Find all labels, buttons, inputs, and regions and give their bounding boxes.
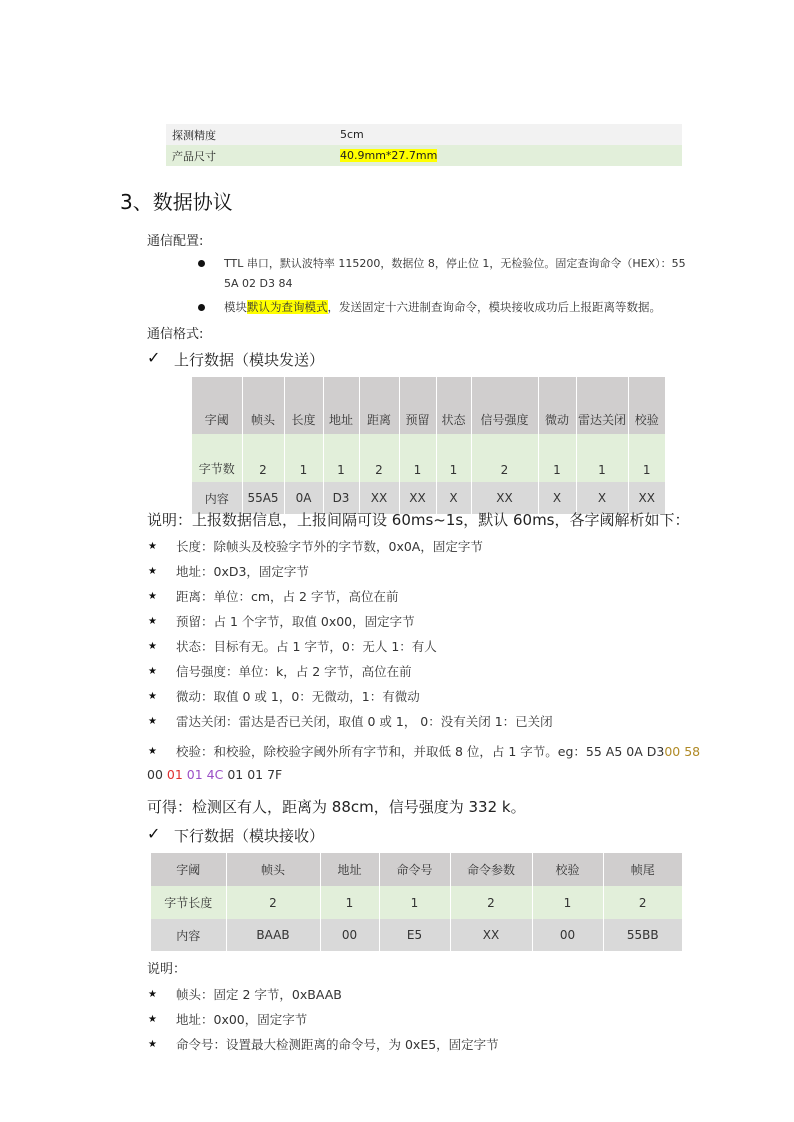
table-header-row — [151, 853, 682, 886]
table-cell: 状态 — [436, 377, 471, 434]
checksum-item — [176, 742, 700, 760]
section-title: 3、数据协议 — [120, 190, 233, 214]
table-cell: 2 — [471, 434, 538, 482]
table-cell: 帧头 — [226, 853, 320, 886]
checksum-text: 校验：和校验，除校验字阈外所有字节和，并取低 8 位，占 1 字节。eg：55 A5 0A D3 — [176, 744, 665, 759]
table-cell: 预留 — [399, 377, 436, 434]
checksum-example-line — [147, 767, 282, 782]
bullet-2-pre: 模块 — [224, 300, 247, 314]
table-cell: D3 — [323, 482, 359, 514]
star-icon: ★ — [148, 716, 157, 727]
list-item: 地址：0xD3，固定字节 — [176, 564, 309, 579]
uplink-description: 说明：上报数据信息，上报间隔可设 60ms~1s，默认 60ms，各字阈解析如下： — [147, 511, 690, 529]
table-cell: 字阈 — [151, 853, 226, 886]
star-icon: ★ — [148, 566, 157, 577]
star-icon: ★ — [148, 666, 157, 677]
table-cell: 2 — [450, 886, 532, 919]
table-cell: 内容 — [151, 919, 226, 951]
table-cell: XX — [450, 919, 532, 951]
list-item: 微动：取值 0 或 1，0：无微动，1：有微动 — [176, 689, 420, 704]
spec-value — [334, 145, 682, 166]
checksum-gold: 00 58 — [664, 744, 701, 759]
table-cell: 信号强度 — [471, 377, 538, 434]
table-cell: 内容 — [192, 482, 242, 514]
star-icon: ★ — [148, 1014, 157, 1025]
example-red: 01 — [166, 767, 183, 782]
table-cell: 2 — [226, 886, 320, 919]
check-icon: ✓ — [147, 348, 161, 367]
downlink-title: 下行数据（模块接收） — [174, 827, 325, 845]
table-cell: 55BB — [603, 919, 682, 951]
star-icon: ★ — [148, 616, 157, 627]
spec-row — [166, 145, 682, 166]
table-row — [151, 919, 682, 951]
table-cell: 长度 — [284, 377, 323, 434]
bullet-icon — [198, 260, 205, 267]
spec-label: 探测精度 — [166, 124, 334, 145]
bullet-2-highlight: 默认为查询模式 — [247, 300, 328, 314]
table-cell: XX — [471, 482, 538, 514]
table-cell: 字阈 — [192, 377, 242, 434]
table-row — [151, 886, 682, 919]
comm-format-heading: 通信格式: — [147, 327, 204, 342]
list-item: 帧头：固定 2 字节，0xBAAB — [176, 987, 342, 1002]
example-start: 00 — [147, 767, 163, 782]
example-purple: 01 4C — [186, 767, 224, 782]
star-icon: ★ — [148, 541, 157, 552]
list-item: 距离：单位：cm，占 2 字节，高位在前 — [176, 589, 399, 604]
table-cell: 命令号 — [379, 853, 450, 886]
star-icon: ★ — [148, 1039, 157, 1050]
table-cell: E5 — [379, 919, 450, 951]
table-cell: 1 — [379, 886, 450, 919]
spec-value-highlight: 40.9mm*27.7mm — [340, 149, 438, 162]
star-icon: ★ — [148, 989, 157, 1000]
table-cell: 0A — [284, 482, 323, 514]
star-icon: ★ — [148, 691, 157, 702]
table-cell: 距离 — [359, 377, 399, 434]
table-cell: 字节长度 — [151, 886, 226, 919]
table-cell: 帧头 — [242, 377, 284, 434]
spec-value: 5cm — [334, 124, 682, 145]
star-icon: ★ — [148, 746, 157, 757]
table-cell: 1 — [538, 434, 576, 482]
list-item: 预留：占 1 个字节，取值 0x00，固定字节 — [176, 614, 415, 629]
example-end: 01 01 7F — [227, 767, 283, 782]
table-cell: 微动 — [538, 377, 576, 434]
table-cell: 校验 — [628, 377, 665, 434]
table-cell: 1 — [323, 434, 359, 482]
table-cell: 1 — [320, 886, 379, 919]
table-cell: 1 — [532, 886, 603, 919]
star-icon: ★ — [148, 641, 157, 652]
bullet-1-line-1: TTL 串口，默认波特率 115200，数据位 8，停止位 1，无检验位。固定查询命令（HEX）：55 — [224, 257, 686, 270]
table-cell: 帧尾 — [603, 853, 682, 886]
list-item: 信号强度：单位：k，占 2 字节，高位在前 — [176, 664, 412, 679]
uplink-table — [192, 377, 665, 514]
table-cell: X — [576, 482, 628, 514]
downlink-description: 说明： — [147, 962, 187, 977]
bullet-1-line-2: 5A 02 D3 84 — [224, 277, 293, 290]
list-item: 地址：0x00，固定字节 — [176, 1012, 308, 1027]
star-icon: ★ — [148, 591, 157, 602]
uplink-title: 上行数据（模块发送） — [174, 351, 325, 369]
table-row — [192, 434, 665, 482]
table-cell: 2 — [359, 434, 399, 482]
table-cell: 1 — [399, 434, 436, 482]
bullet-icon — [198, 304, 205, 311]
table-cell: 命令参数 — [450, 853, 532, 886]
comm-config-bullet-2 — [224, 297, 661, 317]
comm-config-bullet-1 — [224, 254, 724, 294]
table-cell: 字节数 — [192, 434, 242, 482]
table-cell: XX — [628, 482, 665, 514]
spec-table — [166, 124, 682, 166]
table-cell: 55A5 — [242, 482, 284, 514]
table-cell: 1 — [628, 434, 665, 482]
table-cell: 地址 — [320, 853, 379, 886]
comm-config-heading: 通信配置: — [147, 234, 204, 249]
table-cell: 1 — [576, 434, 628, 482]
list-item: 雷达关闭：雷达是否已关闭，取值 0 或 1， 0：没有关闭 1：已关闭 — [176, 714, 553, 729]
table-header-row — [192, 377, 665, 434]
check-icon: ✓ — [147, 824, 161, 843]
table-cell: 2 — [242, 434, 284, 482]
downlink-table — [151, 853, 682, 951]
list-item: 长度：除帧头及校验字节外的字节数，0x0A，固定字节 — [176, 539, 483, 554]
spec-label: 产品尺寸 — [166, 145, 334, 166]
table-cell: 雷达关闭 — [576, 377, 628, 434]
table-cell: 00 — [320, 919, 379, 951]
table-cell: X — [538, 482, 576, 514]
table-cell: 1 — [284, 434, 323, 482]
list-item: 状态：目标有无。占 1 字节，0：无人 1：有人 — [176, 639, 437, 654]
table-cell: 地址 — [323, 377, 359, 434]
table-cell: XX — [359, 482, 399, 514]
table-cell: 1 — [436, 434, 471, 482]
table-cell: 00 — [532, 919, 603, 951]
spec-row — [166, 124, 682, 145]
bullet-2-post: ，发送固定十六进制查询命令，模块接收成功后上报距离等数据。 — [327, 300, 661, 314]
list-item: 命令号：设置最大检测距离的命令号，为 0xE5，固定字节 — [176, 1037, 499, 1052]
table-cell: 2 — [603, 886, 682, 919]
table-cell: XX — [399, 482, 436, 514]
table-cell: X — [436, 482, 471, 514]
table-cell: 校验 — [532, 853, 603, 886]
table-cell: BAAB — [226, 919, 320, 951]
uplink-result: 可得：检测区有人，距离为 88cm，信号强度为 332 k。 — [147, 798, 526, 816]
